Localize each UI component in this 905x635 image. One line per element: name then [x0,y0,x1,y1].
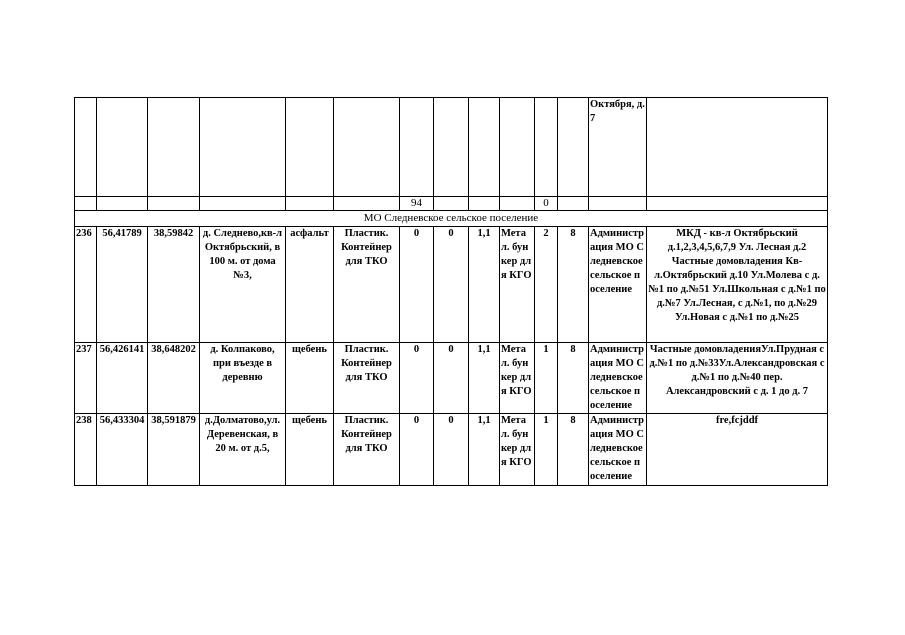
count-3: 2 [535,227,558,343]
owner: Администрация МО Следневское сельское поселение [589,343,647,414]
count-3: 1 [535,343,558,414]
capacity-total: 94 [400,197,434,211]
table-row [75,227,828,343]
row-number: 238 [75,414,97,486]
row-number: 236 [75,227,97,343]
owner: Администрация МО Следневское сельское поселение [589,227,647,343]
section-title: МО Следневское сельское поселение [75,211,828,227]
longitude: 38,648202 [148,343,200,414]
count-2: 0 [434,414,469,486]
count-1: 0 [400,343,434,414]
count-4: 8 [558,227,589,343]
served-addresses: МКД - кв-л Октябрьский д.1,2,3,4,5,6,7,9 Ул. Лесная д.2 Частные домовладения Кв-л.Октябрьский д.10 Ул.Молева с д.№1 по д.№51 Ул.Школьная с д.№1 по д.№7 Ул.Лесная, с д.№1, по д.№29 Ул.Новая с д.№1 по д.№25 [647,227,828,343]
latitude: 56,426141 [97,343,148,414]
location: д. Колпаково, при въезде в деревню [200,343,286,414]
table-row [75,414,828,486]
totals-row [75,197,828,211]
bunker-type: Метал. бункер для КГО [500,343,535,414]
count-2: 0 [434,227,469,343]
container-type: Пластик. Контейнер для ТКО [334,414,400,486]
surface: щебень [286,343,334,414]
latitude: 56,433304 [97,414,148,486]
longitude: 38,591879 [148,414,200,486]
location: д. Следнево,кв-л Октябрьский, в 100 м. от дома №3, [200,227,286,343]
count-total: 0 [535,197,558,211]
served-addresses: Частные домовладенияУл.Прудная с д.№1 по д.№33Ул.Александровская с д.№1 по д.№40 пер. Александровский с д. 1 до д. 7 [647,343,828,414]
bunker-type: Метал. бункер для КГО [500,227,535,343]
count-4: 8 [558,414,589,486]
row-number: 237 [75,343,97,414]
container-type: Пластик. Контейнер для ТКО [334,343,400,414]
owner-address-cell: Октября, д. 7 [589,98,647,197]
latitude: 56,41789 [97,227,148,343]
volume: 1,1 [469,343,500,414]
owner: Администрация МО Следневское сельское поселение [589,414,647,486]
bunker-type: Метал. бункер для КГО [500,414,535,486]
surface: асфальт [286,227,334,343]
section-row [75,211,828,227]
count-3: 1 [535,414,558,486]
served-addresses: fre,fcjddf [647,414,828,486]
volume: 1,1 [469,227,500,343]
container-type: Пластик. Контейнер для ТКО [334,227,400,343]
register-table [74,97,828,486]
count-4: 8 [558,343,589,414]
count-1: 0 [400,227,434,343]
count-1: 0 [400,414,434,486]
continued-row [75,98,828,197]
count-2: 0 [434,343,469,414]
location: д.Долматово,ул. Деревенская, в 20 м. от д.5, [200,414,286,486]
longitude: 38,59842 [148,227,200,343]
volume: 1,1 [469,414,500,486]
surface: щебень [286,414,334,486]
table-row [75,343,828,414]
